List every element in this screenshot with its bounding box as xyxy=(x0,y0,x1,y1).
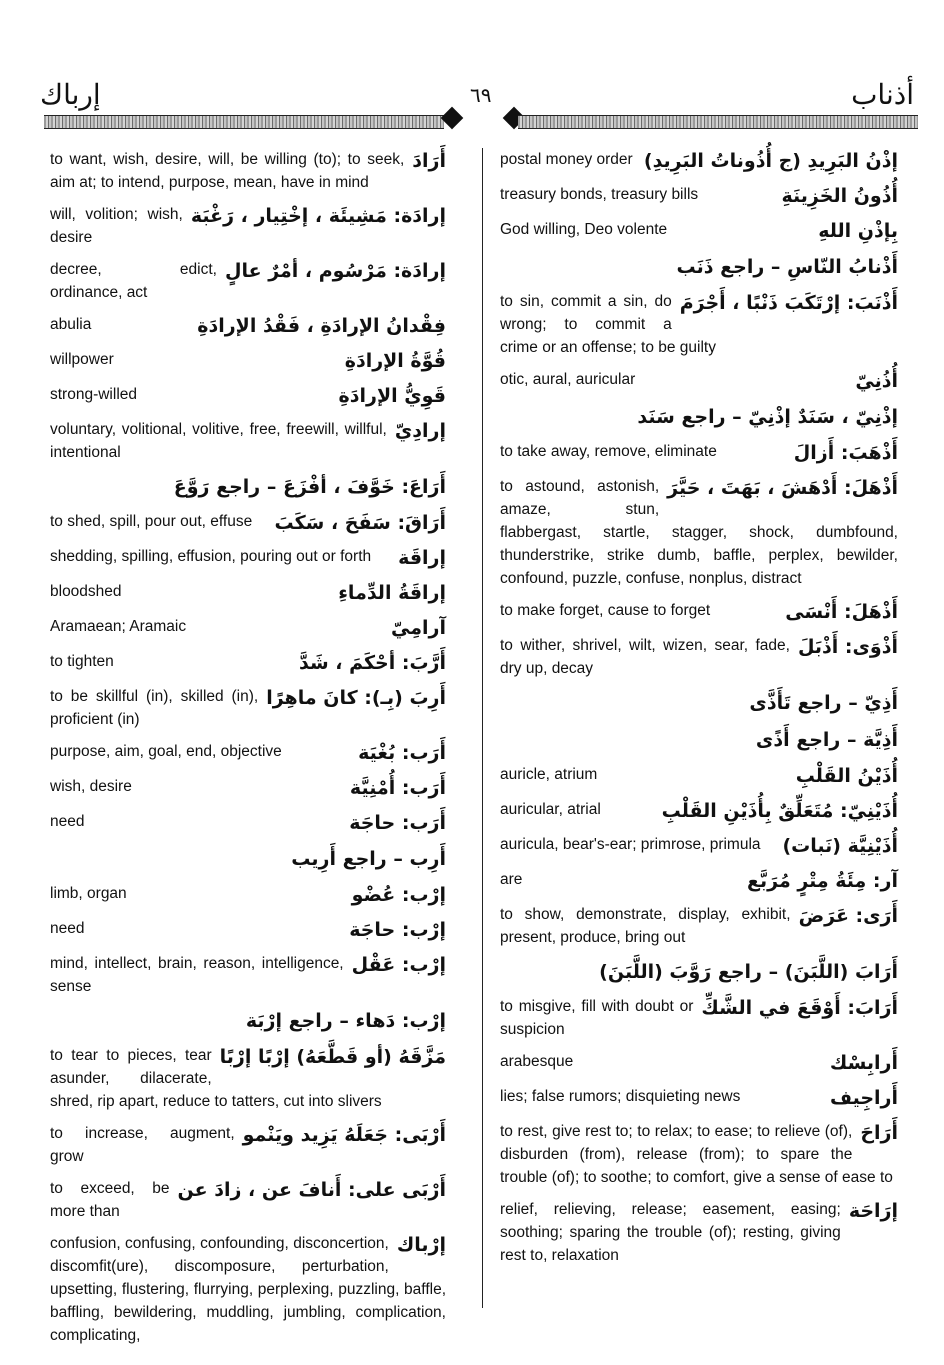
arabic-cross-reference: إذْنِيّ ، سَنَدٌ إذْنِيّ – راجع سَنَد xyxy=(637,406,898,428)
arabic-headword: أَذْهَلَ: أَنْسَى xyxy=(785,601,898,623)
dictionary-entry xyxy=(50,348,446,374)
dictionary-entry xyxy=(50,1122,446,1168)
arabic-headword: أَذْنَبَ: إرْتَكَبَ ذَنْبًا ، أَجْرَمَ xyxy=(679,292,898,314)
arabic-headword: أَراجِيف xyxy=(829,1087,898,1109)
diamond-ornament-left xyxy=(441,107,464,130)
english-definition: to astound, astonish, amaze, stun, flabbergast, startle, stagger, shock, dumbfound, thunderstrike, strike dumb, baffle, perplex, bewilder, confound, puzzle, confuse, nonplus, distract xyxy=(500,478,898,587)
dictionary-entry xyxy=(50,740,446,766)
english-definition: to rest, give rest to; to relax; to ease; to relieve (of), disburden (from), release (from); to spare the trouble (of); to soothe; to comfort, give a sense of ease to xyxy=(500,1123,893,1186)
english-definition: limb, organ xyxy=(50,885,127,902)
arabic-headword: إرَاحَة xyxy=(848,1200,898,1222)
arabic-headword: إرْب: عُضْو xyxy=(351,884,446,906)
english-definition: arabesque xyxy=(500,1053,574,1070)
english-definition: shedding, spilling, effusion, pouring out or forth xyxy=(50,548,372,565)
arabic-headword: أَرَب: حاجَة xyxy=(349,812,446,834)
dictionary-entry xyxy=(50,1044,446,1113)
dictionary-entry xyxy=(500,1085,898,1111)
english-definition: to show, demonstrate, display, exhibit, present, produce, bring out xyxy=(500,906,791,946)
arabic-headword: أَذْوَى: أَذْبَلَ xyxy=(797,636,898,658)
english-definition: auricular, atrial xyxy=(500,801,601,818)
dictionary-entry xyxy=(500,1050,898,1076)
english-definition: to be skillful (in), skilled (in), proficient (in) xyxy=(50,688,259,728)
cross-reference-entry xyxy=(500,403,898,431)
dictionary-entry xyxy=(500,599,898,625)
english-definition: abulia xyxy=(50,316,92,333)
dictionary-entry xyxy=(500,475,898,590)
dictionary-entry xyxy=(500,368,898,394)
dictionary-entry xyxy=(50,810,446,836)
dictionary-entry xyxy=(50,775,446,801)
arabic-cross-reference: أَذِيَّة – راجع أَذًى xyxy=(755,729,898,751)
english-definition: mind, intellect, brain, reason, intelligence, sense xyxy=(50,955,344,995)
cross-reference-entry xyxy=(500,689,898,717)
arabic-headword: أَرابِسْك xyxy=(829,1052,898,1074)
english-definition: to exceed, be more than xyxy=(50,1180,170,1220)
english-definition: Aramaean; Aramaic xyxy=(50,618,187,635)
english-definition: treasury bonds, treasury bills xyxy=(500,186,699,203)
english-definition: otic, aural, auricular xyxy=(500,371,636,388)
dictionary-entry xyxy=(50,882,446,908)
dictionary-entry xyxy=(500,218,898,244)
english-definition: to wither, shrivel, wilt, wizen, sear, fade, dry up, decay xyxy=(500,637,790,677)
dictionary-entry xyxy=(500,995,898,1041)
english-definition: voluntary, volitional, volitive, free, freewill, willful, intentional xyxy=(50,421,387,461)
arabic-headword: إرْب: عَقْل xyxy=(351,954,446,976)
arabic-headword: إذْنُ البَرِيدِ (ج أُذُوناتُ البَرِيدِ) xyxy=(643,150,898,172)
cross-reference-entry xyxy=(500,253,898,281)
english-definition: to shed, spill, pour out, effuse xyxy=(50,513,253,530)
arabic-cross-reference: أَرِب – راجع أَرِيب xyxy=(291,848,446,870)
arabic-headword: أَرَّبَ: أحْكَمَ ، شَدَّ xyxy=(298,652,446,674)
english-definition: bloodshed xyxy=(50,583,122,600)
english-definition: to sin, commit a sin, do wrong; to commit a crime or an offense; to be guilty xyxy=(500,293,716,356)
dictionary-entry xyxy=(500,148,898,174)
arabic-cross-reference: إرْب: دَهاء – راجع إرْبَة xyxy=(245,1010,446,1032)
page-number: ٦٩ xyxy=(470,83,492,107)
arabic-headword: أَرَابَ: أَوْقَعَ في الشَّكِّ xyxy=(701,997,898,1019)
arabic-headword: إراقَةُ الدِّماءِ xyxy=(338,582,446,604)
dictionary-entry xyxy=(50,615,446,641)
english-definition: need xyxy=(50,920,85,937)
dictionary-entry xyxy=(50,650,446,676)
english-definition: purpose, aim, goal, end, objective xyxy=(50,743,282,760)
dictionary-entry xyxy=(50,917,446,943)
arabic-cross-reference: أَذِيّ – راجع تَأَذَّى xyxy=(749,692,898,714)
cross-reference-entry xyxy=(500,726,898,754)
dictionary-entry xyxy=(50,203,446,249)
arabic-headword: أُذُونُ الخَزِينَةِ xyxy=(781,185,898,207)
arabic-headword: أُذُنِيّ xyxy=(855,370,898,392)
english-definition: to make forget, cause to forget xyxy=(500,602,711,619)
cross-reference-entry xyxy=(500,958,898,986)
dictionary-entry xyxy=(500,763,898,789)
dictionary-entry xyxy=(500,798,898,824)
arabic-headword: إرادَة: مَرْسُوم ، أمْرٌ عالٍ xyxy=(224,260,446,282)
dictionary-entry xyxy=(500,1198,898,1267)
page-header xyxy=(0,0,944,140)
dictionary-entry xyxy=(500,440,898,466)
english-definition: postal money order xyxy=(500,151,633,168)
dictionary-entry xyxy=(500,833,898,859)
english-definition: will, volition; wish, desire xyxy=(50,206,183,246)
dictionary-entry xyxy=(500,290,898,359)
arabic-headword: أَرَادَ xyxy=(412,150,446,172)
cross-reference-entry xyxy=(50,1007,446,1035)
guide-word-left: إرباك xyxy=(40,78,101,111)
arabic-headword: أَرْبَى: جَعَلَهُ يَزِيد ويَنْمو xyxy=(242,1124,446,1146)
cross-reference-entry xyxy=(50,845,446,873)
dictionary-entry xyxy=(50,148,446,194)
english-definition: to take away, remove, eliminate xyxy=(500,443,717,460)
english-definition: willpower xyxy=(50,351,114,368)
arabic-headword: مَزَّقَهُ (أو قَطَّعَهُ) إرْبًا إرْبًا xyxy=(219,1046,446,1068)
dictionary-entry xyxy=(500,634,898,680)
english-definition: wish, desire xyxy=(50,778,132,795)
dictionary-entry xyxy=(50,545,446,571)
arabic-headword: أَرَب: بُغْيَة xyxy=(358,742,446,764)
arabic-headword: قَوِيُّ الإرادَةِ xyxy=(338,385,446,407)
english-definition: to increase, augment, grow xyxy=(50,1125,235,1165)
dictionary-entry xyxy=(50,685,446,731)
dictionary-entry xyxy=(50,1177,446,1223)
arabic-headword: آر: مِئَةُ مِتْرٍ مُرَبَّع xyxy=(747,870,898,892)
english-definition: lies; false rumors; disquieting news xyxy=(500,1088,741,1105)
right-column xyxy=(500,148,898,1276)
english-definition: to tighten xyxy=(50,653,114,670)
english-definition: strong-willed xyxy=(50,386,138,403)
guide-word-right: أذناب xyxy=(851,78,914,111)
dictionary-entry xyxy=(50,313,446,339)
english-definition: auricula, bear's-ear; primrose, primula xyxy=(500,836,761,853)
header-rule-left xyxy=(44,115,444,129)
arabic-headword: قُوَّةُ الإرادَةِ xyxy=(344,350,446,372)
dictionary-entry xyxy=(50,418,446,464)
arabic-headword: أَذْهَبَ: أَزالَ xyxy=(793,442,898,464)
left-column xyxy=(50,148,446,1356)
arabic-headword: فِقْدانُ الإرادَةِ ، فَقْدُ الإرادَةِ xyxy=(197,315,446,337)
arabic-headword: إرادَة: مَشِيئَة ، إخْتِيار ، رَغْبَة xyxy=(190,205,446,227)
arabic-cross-reference: أَرَابَ (اللَّبَنَ) – راجع رَوَّبَ (اللَّبَنَ) xyxy=(599,961,898,983)
english-definition: relief, relieving, release; easement, easing; soothing; sparing the trouble (of); resting, giving rest to, relaxation xyxy=(500,1201,841,1264)
arabic-headword: إرْب: حاجَة xyxy=(349,919,446,941)
arabic-headword: أَرَاقَ: سَفَحَ ، سَكَبَ xyxy=(274,512,446,534)
english-definition: decree, edict, ordinance, act xyxy=(50,261,217,301)
dictionary-entry xyxy=(500,183,898,209)
english-definition: to tear to pieces, tear asunder, dilacerate, shred, rip apart, reduce to tatters, cut into slivers xyxy=(50,1047,382,1110)
dictionary-entry xyxy=(50,1232,446,1347)
column-divider xyxy=(482,148,483,1308)
arabic-headword: إرادِيّ xyxy=(394,420,446,442)
english-definition: to want, wish, desire, will, be willing (to); to seek, aim at; to intend, purpose, mean, have in mind xyxy=(50,151,405,191)
arabic-headword: أُذَيْنُ القَلْبِ xyxy=(795,765,898,787)
arabic-headword: آرامِيّ xyxy=(391,617,446,639)
header-rule-right xyxy=(518,115,918,129)
dictionary-entry xyxy=(500,1120,898,1189)
arabic-headword: أُذَيْنِيَّة (نَبات) xyxy=(782,835,898,857)
english-definition: to misgive, fill with doubt or suspicion xyxy=(500,998,694,1038)
dictionary-entry xyxy=(50,258,446,304)
english-definition: God willing, Deo volente xyxy=(500,221,668,238)
dictionary-entry xyxy=(50,952,446,998)
arabic-headword: أُذَيْنِيّ: مُتَعَلِّقٌ بِأُذَيْنِ القَلْبِ xyxy=(661,800,898,822)
arabic-headword: أَرِبَ (بِـ): كانَ ماهِرًا xyxy=(266,687,446,709)
dictionary-entry xyxy=(50,580,446,606)
dictionary-entry xyxy=(50,383,446,409)
cross-reference-entry xyxy=(50,473,446,501)
arabic-headword: أَرَاحَ xyxy=(860,1122,898,1144)
arabic-headword: أَرْبَى على: أَنافَ عن ، زادَ عن xyxy=(177,1179,446,1201)
arabic-cross-reference: أَرَاعَ: خَوَّفَ ، أفْزَعَ – راجع رَوَّعَ xyxy=(173,476,446,498)
arabic-cross-reference: أَذْنابُ النّاسِ – راجع ذَنَب xyxy=(676,256,898,278)
english-definition: confusion, confusing, confounding, disconcertion, discomfit(ure), discomposure, perturbation, upsetting, flustering, flurrying, perplexing, puzzling, baffle, baffling, bewildering, muddling, jumbling, complication, complicating, xyxy=(50,1235,446,1344)
arabic-headword: أَرَى: عَرَضَ xyxy=(798,905,898,927)
arabic-headword: أَذْهَلَ: أَدْهَشَ ، بَهَتَ ، حَيَّرَ xyxy=(667,477,898,499)
dictionary-entry xyxy=(50,510,446,536)
arabic-headword: أَرَب: أُمْنِيَّة xyxy=(349,777,446,799)
english-definition: are xyxy=(500,871,523,888)
english-definition: need xyxy=(50,813,85,830)
dictionary-entry xyxy=(500,868,898,894)
dictionary-entry xyxy=(500,903,898,949)
english-definition: auricle, atrium xyxy=(500,766,598,783)
arabic-headword: بِإذْنِ اللهِ xyxy=(818,220,898,242)
arabic-headword: إرْباك xyxy=(396,1234,446,1256)
arabic-headword: إراقَة xyxy=(398,547,446,569)
